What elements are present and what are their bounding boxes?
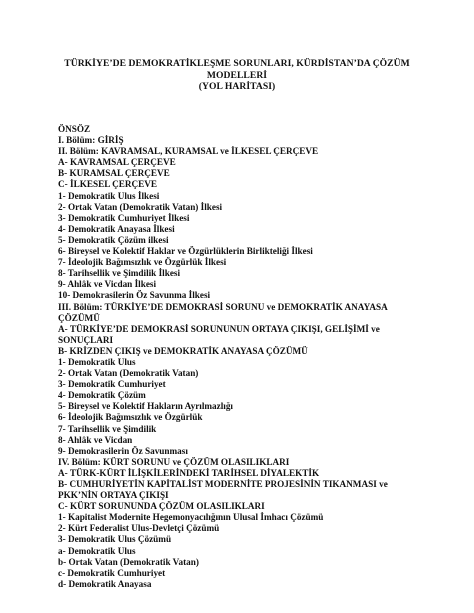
toc-item: B- KRİZDEN ÇIKIŞ ve DEMOKRATİK ANAYASA ÇÖZÜMÜ (58, 345, 308, 356)
document-title (40, 58, 434, 93)
toc-item: 3- Demokratik Cumhuriyet (58, 379, 166, 390)
toc-item: 8- Tarihsellik ve Şimdilik İlkesi (58, 268, 181, 279)
toc-item: d- Demokratik Anayasa (58, 578, 152, 589)
toc-item: A- TÜRKİYE’DE DEMOKRASİ SORUNUNUN ORTAYA ÇIKIŞI, GELİŞİMİ ve (58, 323, 380, 334)
toc-item: PKK’NİN ORTAYA ÇIKIŞI (58, 490, 169, 501)
toc-item: ÇÖZÜMÜ (58, 312, 100, 323)
toc-item: 1- Kapitalist Modernite Hegemonyacılığının Ulusal İmhacı Çözümü (58, 512, 324, 523)
toc-item: I. Bölüm: GİRİŞ (58, 135, 124, 146)
toc-item: 9- Demokrasilerin Öz Savunması (58, 445, 188, 456)
toc-item: 7- İdeolojik Bağımsızlık ve Özgürlük İlkesi (58, 257, 227, 268)
toc-item: A- TÜRK-KÜRT İLİŞKİLERİNDEKİ TARİHSEL DİYALEKTİK (58, 467, 320, 478)
toc-item: C- İLKESEL ÇERÇEVE (58, 179, 158, 190)
toc-item: a- Demokratik Ulus (58, 545, 136, 556)
toc-item: II. Bölüm: KAVRAMSAL, KURAMSAL ve İLKESEL ÇERÇEVE (58, 146, 319, 157)
toc-item: SONUÇLARI (58, 334, 114, 345)
title-line-3: (YOL HARİTASI) (198, 81, 276, 92)
table-of-contents (58, 124, 418, 590)
toc-item: c- Demokratik Cumhuriyet (58, 567, 166, 578)
toc-item: B- CUMHURİYETİN KAPİTALİST MODERNİTE PROJESİNİN TIKANMASI ve (58, 479, 388, 489)
toc-item: III. Bölüm: TÜRKİYE’DE DEMOKRASİ SORUNU ve DEMOKRATİK ANAYASA (58, 301, 388, 312)
toc-item: 3- Demokratik Cumhuriyet İlkesi (58, 212, 190, 223)
toc-item: 5- Demokratik Çözüm ilkesi (58, 234, 169, 245)
toc-item: 6- Bireysel ve Kolektif Haklar ve Özgürlüklerin Birlikteliği İlkesi (58, 246, 313, 257)
toc-item: C- KÜRT SORUNUNDA ÇÖZÜM OLASILIKLARI (58, 501, 265, 512)
toc-item: IV. Bölüm: KÜRT SORUNU ve ÇÖZÜM OLASILIKLARI (58, 456, 290, 467)
toc-item: 3- Demokratik Ulus Çözümü (58, 534, 172, 545)
toc-item: 10- Demokrasilerin Öz Savunma İlkesi (58, 290, 211, 301)
toc-heading: ÖNSÖZ (58, 124, 91, 134)
toc-item: 1- Demokratik Ulus İlkesi (58, 190, 160, 201)
toc-item: 4- Demokratik Anayasa İlkesi (58, 223, 175, 234)
toc-item: B- KURAMSAL ÇERÇEVE (58, 168, 170, 179)
toc-item: 2- Kürt Federalist Ulus-Devletçi Çözümü (58, 523, 220, 534)
title-line-1: TÜRKİYE’DE DEMOKRATİKLEŞME SORUNLARI, KÜRDİSTAN’DA ÇÖZÜM (64, 58, 410, 69)
toc-item: 2- Ortak Vatan (Demokratik Vatan) (58, 368, 199, 379)
toc-item: 9- Ahlâk ve Vicdan İlkesi (58, 279, 157, 290)
title-line-2: MODELLERİ (206, 69, 268, 81)
toc-item: 2- Ortak Vatan (Demokratik Vatan) İlkesi (58, 201, 223, 212)
toc-item: 1- Demokratik Ulus (58, 356, 136, 367)
toc-item: 6- İdeolojik Bağımsızlık ve Özgürlük (58, 412, 203, 423)
toc-item: b- Ortak Vatan (Demokratik Vatan) (58, 556, 199, 567)
toc-item: A- KAVRAMSAL ÇERÇEVE (58, 157, 176, 168)
toc-items (58, 135, 418, 590)
toc-item: 7- Tarihsellik ve Şimdilik (58, 423, 157, 434)
toc-item: 4- Demokratik Çözüm (58, 390, 146, 401)
toc-item: 5- Bireysel ve Kolektif Hakların Ayrılmazlığı (58, 401, 233, 412)
toc-item: 8- Ahlâk ve Vicdan (58, 434, 133, 445)
